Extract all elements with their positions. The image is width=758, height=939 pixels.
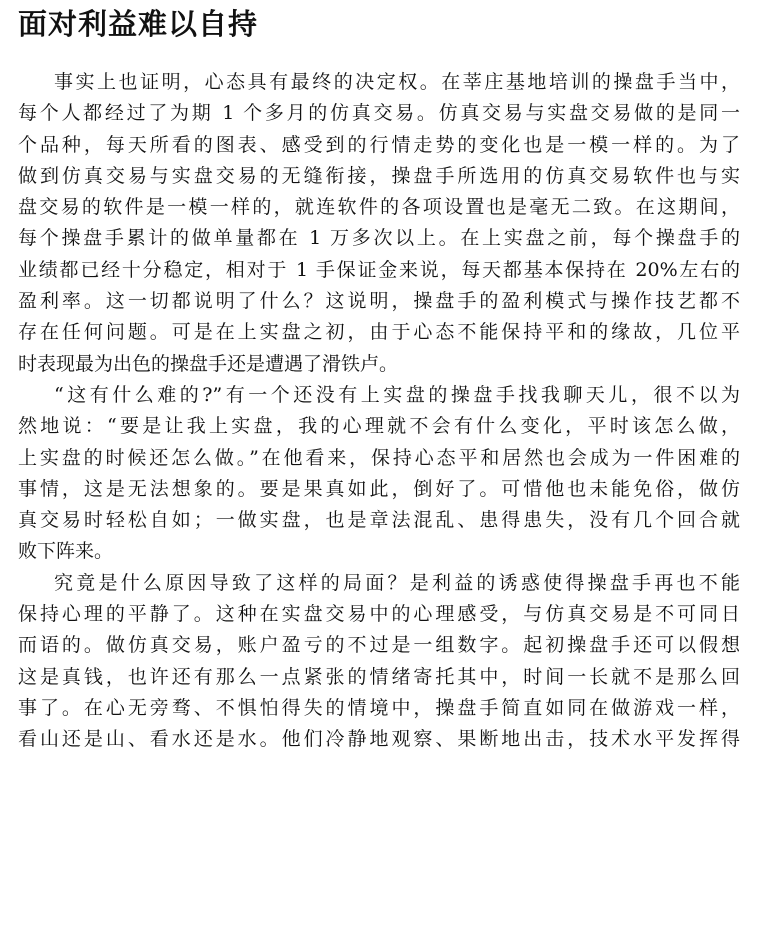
text-line: 究竟是什么原因导致了这样的局面？是利益的诱惑使得操盘手再也不能 <box>54 571 740 594</box>
text-line: 事实上也证明，心态具有最终的决定权。在莘庄基地培训的操盘手当中， <box>54 71 740 93</box>
text-line: 每个人都经过了为期 1 个多月的仿真交易。仿真交易与实盘交易做的是同一 <box>18 102 740 125</box>
text-line: 盘交易的软件是一模一样的，就连软件的各项设置也是毫无二致。在这期间， <box>18 196 740 219</box>
text-line: 保持心理的平静了。这种在实盘交易中的心理感受，与仿真交易是不可同日 <box>18 603 740 626</box>
text-line: 时表现最为出色的操盘手还是遭遇了滑铁卢。 <box>18 352 399 375</box>
body-text <box>18 67 740 756</box>
text-line: 真交易时轻松自如；一做实盘，也是章法混乱、患得患失，没有几个回合就 <box>18 509 740 532</box>
text-line: 盈利率。这一切都说明了什么？这说明，操盘手的盈利模式与操作技艺都不 <box>18 290 740 313</box>
text-line: 每个操盘手累计的做单量都在 1 万多次以上。在上实盘之前，每个操盘手的 <box>18 227 740 250</box>
section-title: 面对利益难以自持 <box>18 7 259 41</box>
text-line: “这有什么难的?”有一个还没有上实盘的操盘手找我聊天儿，很不以为 <box>54 383 740 406</box>
text-line: 败下阵来。 <box>18 540 114 563</box>
text-line: 个品种，每天所看的图表、感受到的行情走势的变化也是一模一样的。为了 <box>18 133 740 156</box>
paragraph-3 <box>18 568 740 756</box>
text-line: 然地说：“要是让我上实盘，我的心理就不会有什么变化，平时该怎么做， <box>18 415 740 438</box>
text-line: 业绩都已经十分稳定，相对于 1 手保证金来说，每天都基本保持在 20%左右的 <box>18 258 740 281</box>
text-line: 看山还是山、看水还是水。他们冷静地观察、果断地出击，技术水平发挥得 <box>18 728 740 751</box>
paragraph-2 <box>18 380 740 568</box>
text-line: 而语的。做仿真交易，账户盈亏的不过是一组数字。起初操盘手还可以假想 <box>18 634 740 657</box>
text-line: 存在任何问题。可是在上实盘之初，由于心态不能保持平和的缘故，几位平 <box>18 321 740 344</box>
text-line: 上实盘的时候还怎么做。”在他看来，保持心态平和居然也会成为一件困难的 <box>18 446 740 469</box>
paragraph-1 <box>18 67 740 380</box>
text-line: 这是真钱，也许还有那么一点紧张的情绪寄托其中，时间一长就不是那么回 <box>18 665 740 688</box>
text-line: 事了。在心无旁骛、不惧怕得失的情境中，操盘手简直如同在做游戏一样， <box>18 696 740 719</box>
text-line: 做到仿真交易与实盘交易的无缝衔接，操盘手所选用的仿真交易软件也与实 <box>18 164 740 187</box>
text-line: 事情，这是无法想象的。要是果真如此，倒好了。可惜他也未能免俗，做仿 <box>18 477 740 500</box>
